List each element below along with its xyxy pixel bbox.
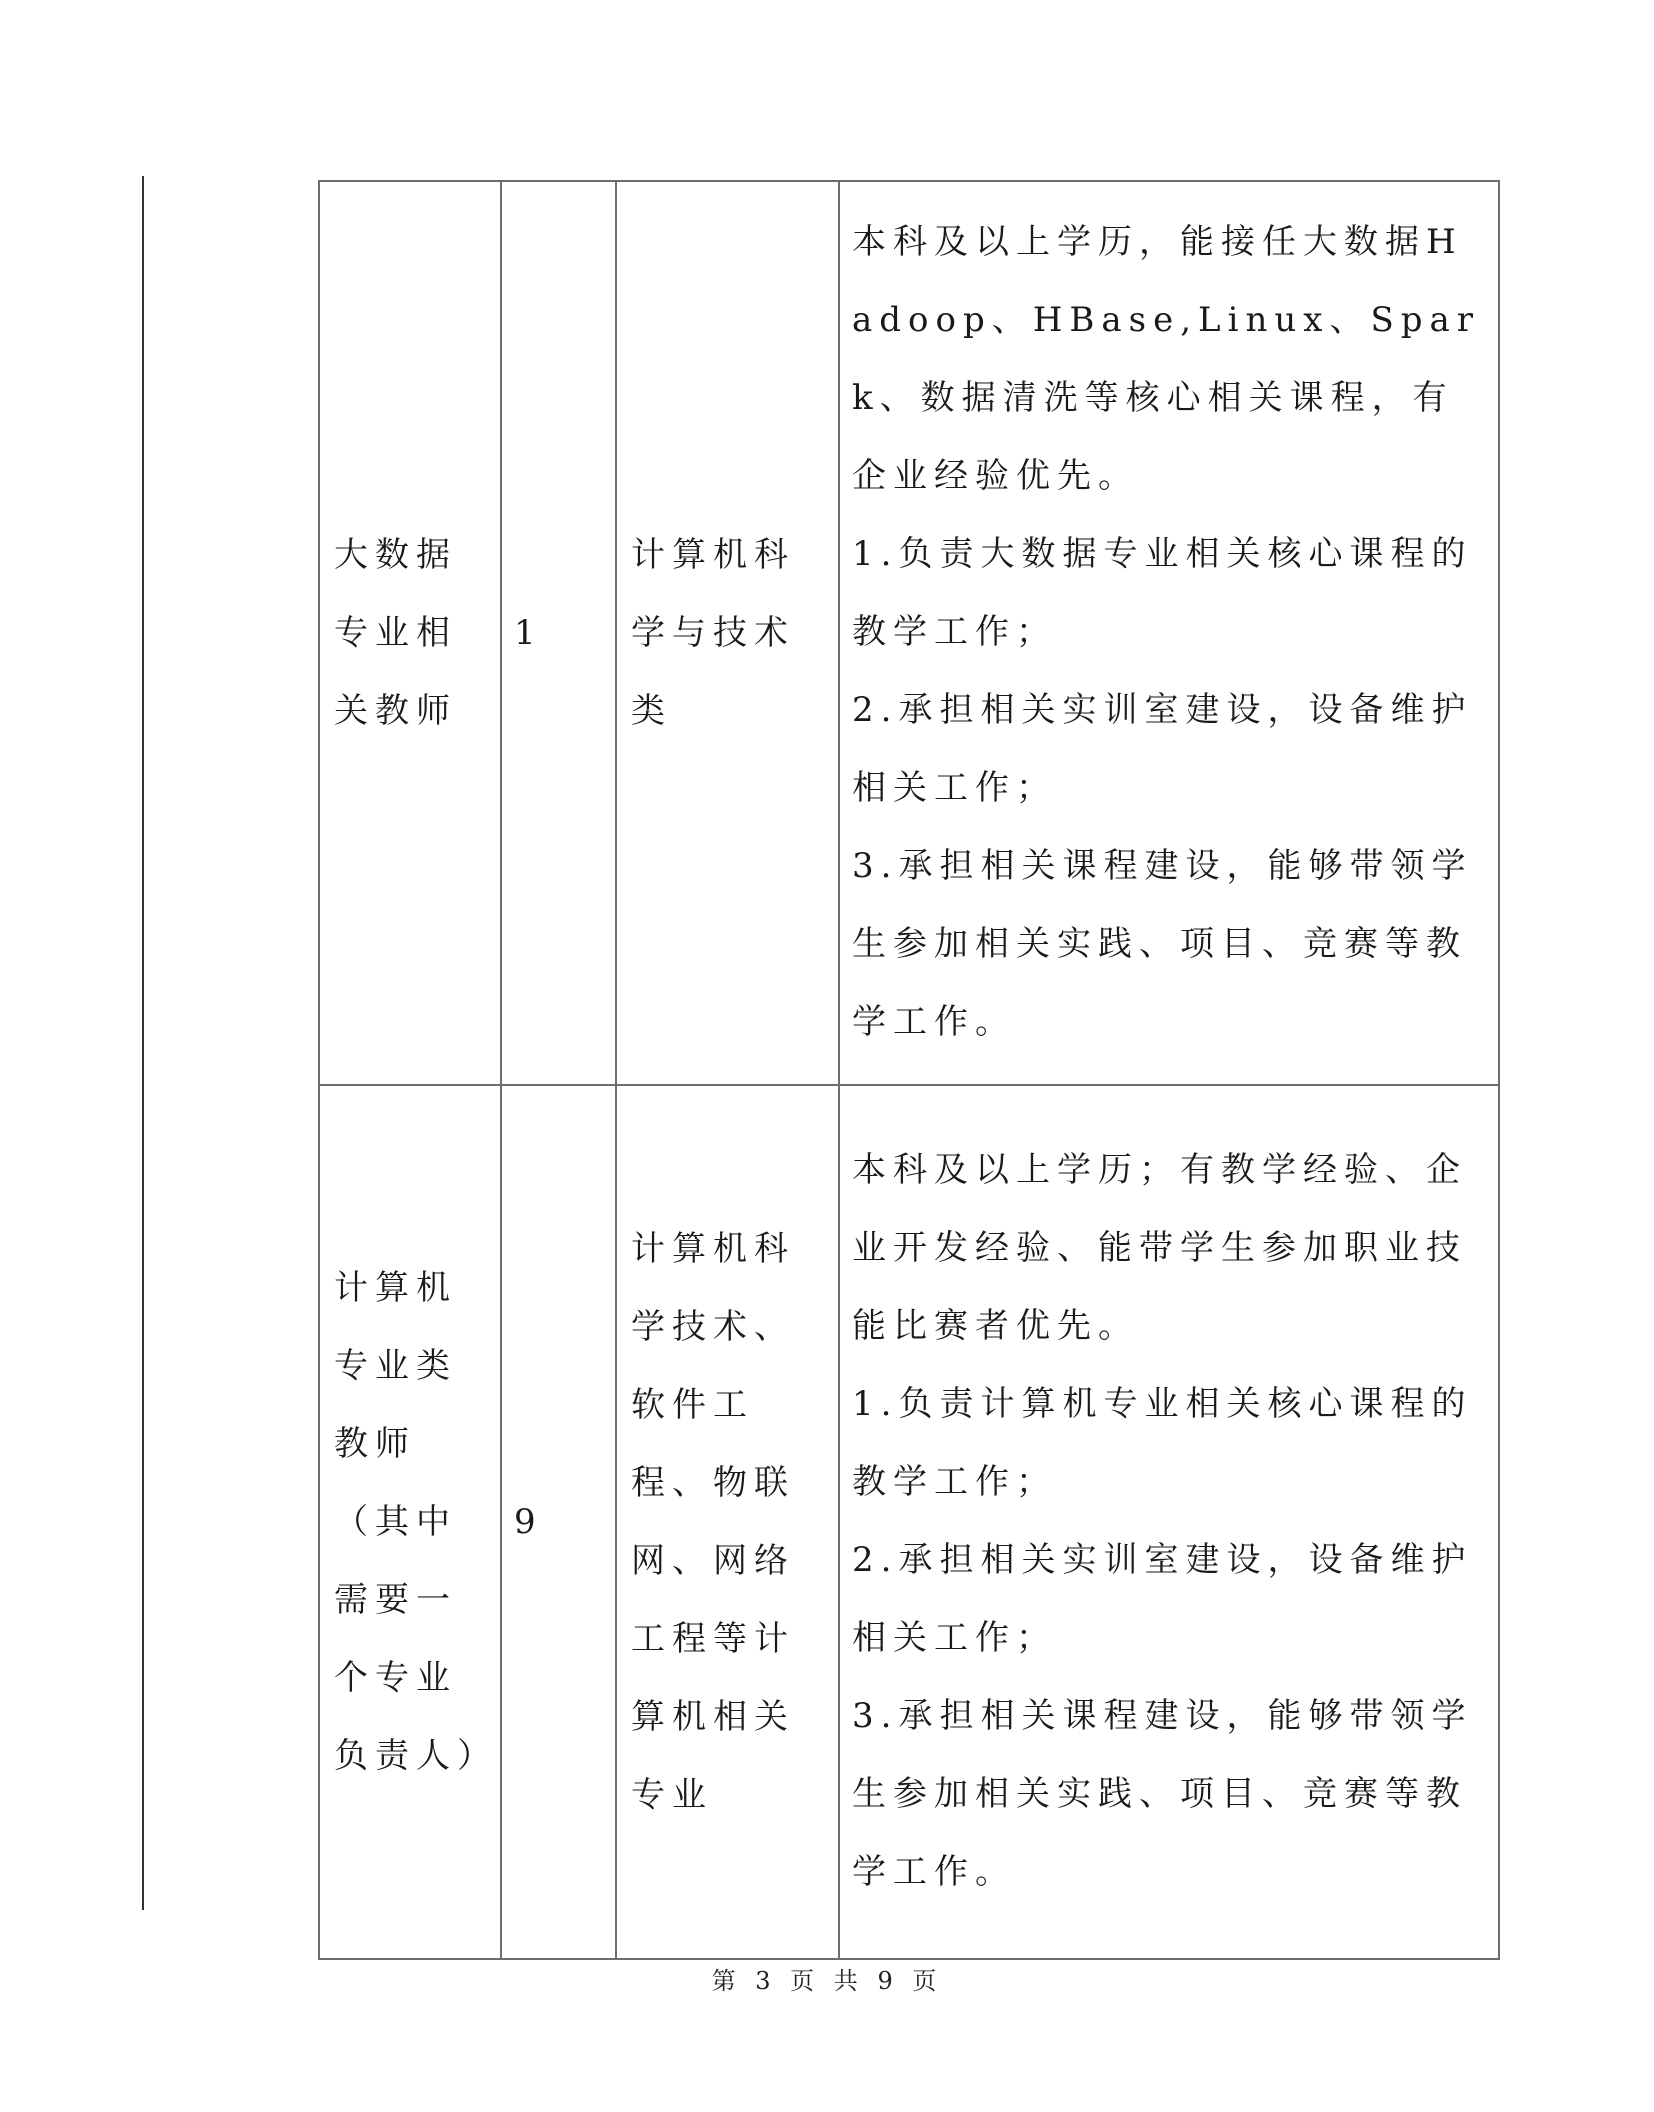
post-cell: 大数据专业相关教师 (319, 181, 501, 1085)
requirement-text: 本科及以上学历，能接任大数据Hadoop、HBase,Linux、Spark、数据清洗等核心相关课程，有企业经验优先。 (852, 222, 1481, 496)
requirement-text: 1.负责计算机专业相关核心课程的教学工作； (852, 1384, 1473, 1502)
table-row (319, 1085, 1499, 1959)
headcount-cell: 9 (501, 1085, 616, 1959)
requirements-cell (839, 181, 1499, 1085)
requirement-text: 本科及以上学历；有教学经验、企业开发经验、能带学生参加职业技能比赛者优先。 (852, 1150, 1467, 1346)
headcount-cell: 1 (501, 181, 616, 1085)
requirement-text: 1.负责大数据专业相关核心课程的教学工作； (852, 534, 1473, 652)
requirements-cell (839, 1085, 1499, 1959)
table-row (319, 181, 1499, 1085)
major-cell: 计算机科学技术、软件工程、物联网、网络工程等计算机相关专业 (616, 1085, 839, 1959)
recruitment-table (318, 180, 1500, 1960)
requirement-text: 3.承担相关课程建设，能够带领学生参加相关实践、项目、竞赛等教学工作。 (852, 846, 1473, 1042)
page-number: 第 3 页 共 9 页 (711, 1967, 943, 1995)
major-cell: 计算机科学与技术类 (616, 181, 839, 1085)
post-cell: 计算机专业类教师（其中需要一个专业负责人） (319, 1085, 501, 1959)
requirement-text: 3.承担相关课程建设，能够带领学生参加相关实践、项目、竞赛等教学工作。 (852, 1696, 1473, 1892)
requirement-text: 2.承担相关实训室建设，设备维护相关工作； (852, 690, 1473, 808)
requirement-text: 2.承担相关实训室建设，设备维护相关工作； (852, 1540, 1473, 1658)
margin-rule (142, 176, 144, 1910)
